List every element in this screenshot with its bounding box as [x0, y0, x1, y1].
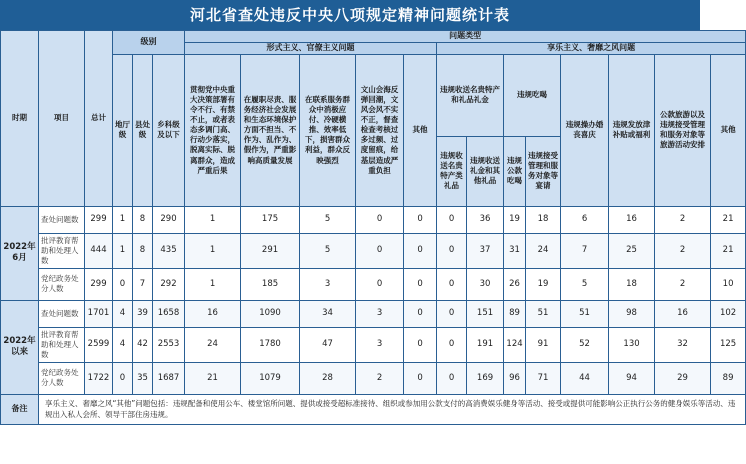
cell: 24	[526, 233, 561, 268]
cell: 7	[561, 233, 609, 268]
period-label: 2022年以来	[1, 300, 39, 394]
header-formalism-3: 在联系服务群众中消极应付、冷硬横推、效率低下，损害群众利益，群众反映强烈	[300, 54, 356, 206]
header-subsidy: 违规发放津补贴或福利	[609, 54, 655, 206]
cell: 2	[655, 206, 711, 233]
cell: 169	[467, 362, 504, 394]
cell: 0	[404, 206, 437, 233]
cell: 96	[504, 362, 526, 394]
cell: 0	[437, 327, 467, 362]
header-level-township: 乡科级及以下	[153, 54, 185, 206]
row-item-label: 批评教育帮助和处理人数	[39, 233, 85, 268]
cell: 2	[655, 268, 711, 300]
cell: 0	[437, 300, 467, 327]
cell: 3	[356, 327, 404, 362]
cell: 1079	[241, 362, 300, 394]
header-hedonism: 享乐主义、奢靡之风问题	[437, 42, 746, 54]
cell: 8	[133, 206, 153, 233]
header-level-county: 县处级	[133, 54, 153, 206]
note-text: 享乐主义、奢靡之风“其他”问题包括：违规配备和使用公车、楼堂馆所问题、提供或接受超标准接待、组织或参加用公款支付的高消费娱乐健身等活动、接受或提供可能影响公正执行公务的健身娱乐等活动、违规出入私人会所、领导干部住房违规。	[39, 394, 746, 424]
header-formalism: 形式主义、官僚主义问题	[185, 42, 437, 54]
cell: 29	[655, 362, 711, 394]
cell: 1	[185, 268, 241, 300]
cell: 35	[133, 362, 153, 394]
cell: 0	[437, 233, 467, 268]
cell: 18	[526, 206, 561, 233]
cell: 94	[609, 362, 655, 394]
cell: 1687	[153, 362, 185, 394]
cell: 124	[504, 327, 526, 362]
cell: 0	[437, 268, 467, 300]
cell: 21	[185, 362, 241, 394]
cell: 19	[526, 268, 561, 300]
cell: 290	[153, 206, 185, 233]
cell: 0	[404, 300, 437, 327]
cell: 175	[241, 206, 300, 233]
header-total: 总计	[85, 31, 113, 207]
header-dining: 违规吃喝	[504, 54, 561, 136]
header-problem-type: 问题类型	[185, 31, 746, 43]
cell: 19	[504, 206, 526, 233]
cell: 130	[609, 327, 655, 362]
cell: 4	[113, 327, 133, 362]
cell: 16	[609, 206, 655, 233]
cell: 10	[711, 268, 746, 300]
cell: 435	[153, 233, 185, 268]
cell: 18	[609, 268, 655, 300]
cell: 16	[185, 300, 241, 327]
table-title: 河北省查处违反中央八项规定精神问题统计表	[0, 0, 700, 30]
header-gift: 违规收送名贵特产和礼品礼金	[437, 54, 504, 136]
row-item-label: 党纪政务处分人数	[39, 268, 85, 300]
cell: 291	[241, 233, 300, 268]
cell: 1658	[153, 300, 185, 327]
cell: 3	[300, 268, 356, 300]
cell: 151	[467, 300, 504, 327]
cell: 37	[467, 233, 504, 268]
cell: 0	[113, 268, 133, 300]
cell: 51	[526, 300, 561, 327]
cell: 3	[356, 300, 404, 327]
header-dining-public: 违规公款吃喝	[504, 136, 526, 206]
cell: 0	[356, 268, 404, 300]
header-period: 时期	[1, 31, 39, 207]
cell: 1	[113, 233, 133, 268]
cell: 51	[561, 300, 609, 327]
cell: 98	[609, 300, 655, 327]
header-gift-cash: 违规收送礼金和其他礼品	[467, 136, 504, 206]
row-item-label: 党纪政务处分人数	[39, 362, 85, 394]
cell: 28	[300, 362, 356, 394]
cell: 91	[526, 327, 561, 362]
cell: 31	[504, 233, 526, 268]
cell: 1722	[85, 362, 113, 394]
cell: 6	[561, 206, 609, 233]
cell: 5	[300, 206, 356, 233]
cell: 1	[185, 233, 241, 268]
cell: 32	[655, 327, 711, 362]
cell: 0	[113, 362, 133, 394]
cell: 0	[437, 206, 467, 233]
header-item: 项目	[39, 31, 85, 207]
cell: 102	[711, 300, 746, 327]
row-item-label: 查处问题数	[39, 206, 85, 233]
header-tourism: 公款旅游以及违规接受管理和服务对象等旅游活动安排	[655, 54, 711, 206]
cell: 292	[153, 268, 185, 300]
header-level: 级别	[113, 31, 185, 55]
cell: 191	[467, 327, 504, 362]
cell: 42	[133, 327, 153, 362]
cell: 0	[404, 362, 437, 394]
cell: 26	[504, 268, 526, 300]
note-label: 备注	[1, 394, 39, 424]
cell: 0	[404, 233, 437, 268]
cell: 21	[711, 206, 746, 233]
cell: 0	[437, 362, 467, 394]
cell: 39	[133, 300, 153, 327]
cell: 4	[113, 300, 133, 327]
cell: 299	[85, 206, 113, 233]
cell: 1	[113, 206, 133, 233]
cell: 0	[356, 233, 404, 268]
cell: 44	[561, 362, 609, 394]
header-hedonism-other: 其他	[711, 54, 746, 206]
cell: 2	[655, 233, 711, 268]
cell: 444	[85, 233, 113, 268]
header-formalism-1: 贯彻党中央重大决策部署有令不行、有禁不止，或者表态多调门高、行动少落实，脱离实际、脱离群众，造成严重后果	[185, 54, 241, 206]
cell: 2553	[153, 327, 185, 362]
header-level-prefecture: 地厅级	[113, 54, 133, 206]
cell: 5	[561, 268, 609, 300]
cell: 34	[300, 300, 356, 327]
cell: 5	[300, 233, 356, 268]
cell: 24	[185, 327, 241, 362]
header-gift-specialty: 违规收送名贵特产类礼品	[437, 136, 467, 206]
cell: 89	[504, 300, 526, 327]
header-formalism-4: 文山会海反弹回潮，文风会风不实不正，督查检查考核过多过频、过度留痕，给基层造成严重负担	[356, 54, 404, 206]
cell: 1090	[241, 300, 300, 327]
cell: 0	[356, 206, 404, 233]
cell: 89	[711, 362, 746, 394]
cell: 21	[711, 233, 746, 268]
cell: 52	[561, 327, 609, 362]
header-formalism-2: 在履职尽责、服务经济社会发展和生态环境保护方面不担当、不作为、乱作为、假作为，严重影响高质量发展	[241, 54, 300, 206]
cell: 185	[241, 268, 300, 300]
cell: 25	[609, 233, 655, 268]
cell: 8	[133, 233, 153, 268]
cell: 47	[300, 327, 356, 362]
row-item-label: 批评教育帮助和处理人数	[39, 327, 85, 362]
cell: 1701	[85, 300, 113, 327]
cell: 7	[133, 268, 153, 300]
cell: 2599	[85, 327, 113, 362]
cell: 36	[467, 206, 504, 233]
header-dining-banquet: 违规接受管理和服务对象等宴请	[526, 136, 561, 206]
cell: 0	[404, 327, 437, 362]
header-formalism-other: 其他	[404, 54, 437, 206]
cell: 299	[85, 268, 113, 300]
cell: 2	[356, 362, 404, 394]
header-wedding-funeral: 违规操办婚丧喜庆	[561, 54, 609, 206]
cell: 0	[404, 268, 437, 300]
cell: 1	[185, 206, 241, 233]
row-item-label: 查处问题数	[39, 300, 85, 327]
cell: 16	[655, 300, 711, 327]
cell: 125	[711, 327, 746, 362]
statistics-table	[0, 30, 746, 425]
cell: 30	[467, 268, 504, 300]
cell: 71	[526, 362, 561, 394]
cell: 1780	[241, 327, 300, 362]
period-label: 2022年6月	[1, 206, 39, 300]
